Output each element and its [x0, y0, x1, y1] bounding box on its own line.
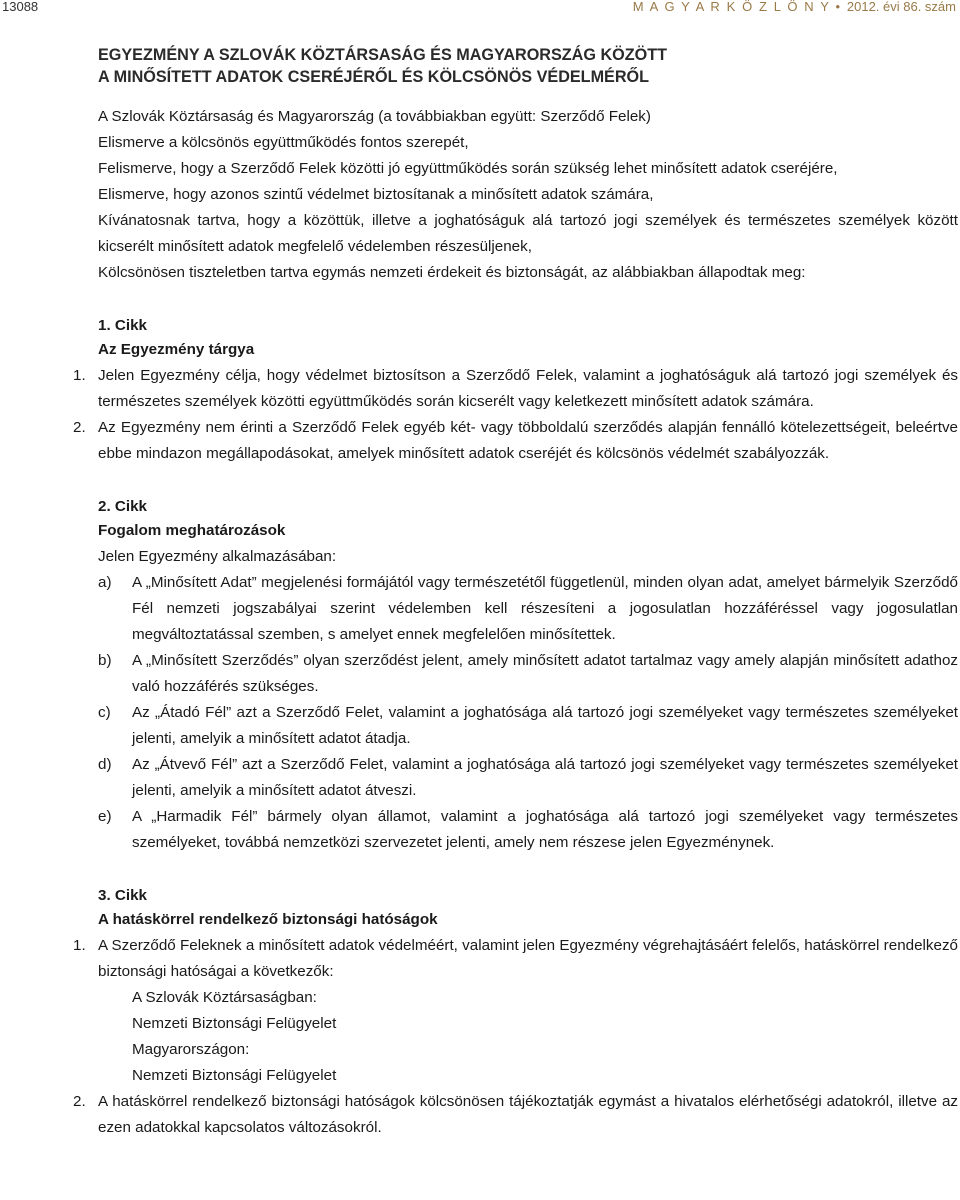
item-text: A Szerződő Feleknek a minősített adatok védelméért, valamint jelen Egyezmény végrehajtásáért felelős, hatáskörrel rendelkező biztonsági hatóságai a következők:	[98, 937, 958, 980]
article-3-item	[73, 933, 958, 1089]
definition-item	[98, 570, 958, 648]
authority-line: Magyarországon:	[132, 1041, 250, 1058]
authority-line: Nemzeti Biztonsági Felügyelet	[132, 1015, 337, 1032]
authority-line: Nemzeti Biztonsági Felügyelet	[132, 1067, 337, 1084]
article-1-item	[73, 415, 958, 467]
item-letter: c)	[98, 704, 111, 721]
article-3-number: 3. Cikk	[98, 887, 147, 904]
preamble-line: Felismerve, hogy a Szerződő Felek közötti jó együttműködés során szükség lehet minősített adatok cseréjére,	[98, 160, 838, 177]
definition-item	[98, 752, 958, 804]
article-3-title: A hatáskörrel rendelkező biztonsági hatóságok	[98, 911, 438, 928]
item-text: A „Minősített Szerződés” olyan szerződést jelent, amely minősített adatot tartalmaz vagy amely alapján minősített adathoz való hozzáférés szükséges.	[132, 652, 958, 695]
article-1-title: Az Egyezmény tárgya	[98, 341, 255, 358]
item-text: A „Harmadik Fél” bármely olyan államot, valamint a joghatósága alá tartozó jogi személyeket vagy természetes személyeket, továbbá nemzetközi szervezetet jelenti, amely nem részese jelen Egyezménynek.	[132, 808, 958, 851]
page-header	[0, 0, 960, 14]
separator-bullet: •	[835, 0, 842, 14]
article-2-title: Fogalom meghatározások	[98, 522, 286, 539]
item-number: 2.	[73, 419, 86, 436]
article-2-lead: Jelen Egyezmény alkalmazásában:	[98, 548, 337, 565]
preamble-line: Kívánatosnak tartva, hogy a közöttük, illetve a joghatóságuk alá tartozó jogi személyek és természetes személyek között kicserélt minősített adatok megfelelő védelemben részesüljenek,	[98, 212, 958, 255]
item-letter: d)	[98, 756, 112, 773]
title-line-2: A MINŐSÍTETT ADATOK CSERÉJÉRŐL ÉS KÖLCSÖNÖS VÉDELMÉRŐL	[98, 68, 650, 86]
article-1-item	[73, 363, 958, 415]
article-3-item	[73, 1089, 958, 1141]
document-body	[73, 44, 958, 1141]
article-1-number: 1. Cikk	[98, 317, 147, 334]
item-text: Jelen Egyezmény célja, hogy védelmet biztosítson a Szerződő Felek, valamint a joghatóságuk alá tartozó jogi személyek és természetes személyek közötti együttműködés során kicserélt vagy keletkezett minősített adatok számára.	[98, 367, 958, 410]
item-text: A „Minősített Adat” megjelenési formájától vagy természetétől függetlenül, minden olyan adat, amelyet bármelyik Szerződő Fél nemzeti jogszabályai szerint védelemben kell részesíteni a jogosulatlan hozzáféréssel vagy jogosulatlan megváltoztatással szemben, s amelyet ennek megfelelően minősítettek.	[132, 574, 958, 643]
preamble-line: Elismerve a kölcsönös együttműködés fontos szerepét,	[98, 134, 469, 151]
definition-item	[98, 804, 958, 856]
title-line-1: EGYEZMÉNY A SZLOVÁK KÖZTÁRSASÁG ÉS MAGYARORSZÁG KÖZÖTT	[98, 46, 667, 64]
item-number: 1.	[73, 937, 86, 954]
preamble-line: A Szlovák Köztársaság és Magyarország (a továbbiakban együtt: Szerződő Felek)	[98, 108, 651, 125]
article-2-number: 2. Cikk	[98, 498, 147, 515]
journal-name: M A G Y A R K Ö Z L Ö N Y	[632, 0, 831, 14]
item-text: Az „Átadó Fél” azt a Szerződő Felet, valamint a joghatósága alá tartozó jogi személyeket vagy természetes személyeket jelenti, amelyik a minősített adatot átadja.	[132, 704, 958, 747]
authority-line: A Szlovák Köztársaságban:	[132, 989, 317, 1006]
item-text: Az „Átvevő Fél” azt a Szerződő Felet, valamint a joghatósága alá tartozó jogi személyeket vagy természetes személyeket jelenti, amelyik a minősített adatot átveszi.	[132, 756, 958, 799]
definition-item	[98, 700, 958, 752]
item-letter: b)	[98, 652, 112, 669]
document-title	[98, 44, 958, 88]
item-text: Az Egyezmény nem érinti a Szerződő Felek egyéb két- vagy többoldalú szerződés alapján fennálló kötelezettségeit, beleértve ebbe mindazon megállapodásokat, amelyek minősített adatok cseréjét és kölcsönös védelmét szabályozzák.	[98, 419, 958, 462]
issue-number: 2012. évi 86. szám	[846, 0, 956, 14]
preamble	[98, 104, 958, 286]
item-number: 2.	[73, 1093, 86, 1110]
item-text: A hatáskörrel rendelkező biztonsági hatóságok kölcsönösen tájékoztatják egymást a hivatalos elérhetőségi adatokról, illetve az ezen adatokkal kapcsolatos változásokról.	[98, 1093, 958, 1136]
page-number: 13088	[2, 0, 39, 14]
item-number: 1.	[73, 367, 86, 384]
definition-item	[98, 648, 958, 700]
preamble-line: Kölcsönösen tiszteletben tartva egymás nemzeti érdekeit és biztonságát, az alábbiakban állapodtak meg:	[98, 264, 806, 281]
authority-list	[98, 985, 958, 1089]
item-letter: e)	[98, 808, 112, 825]
preamble-line: Elismerve, hogy azonos szintű védelmet biztosítanak a minősített adatok számára,	[98, 186, 654, 203]
journal-issue	[633, 0, 956, 14]
item-letter: a)	[98, 574, 112, 591]
